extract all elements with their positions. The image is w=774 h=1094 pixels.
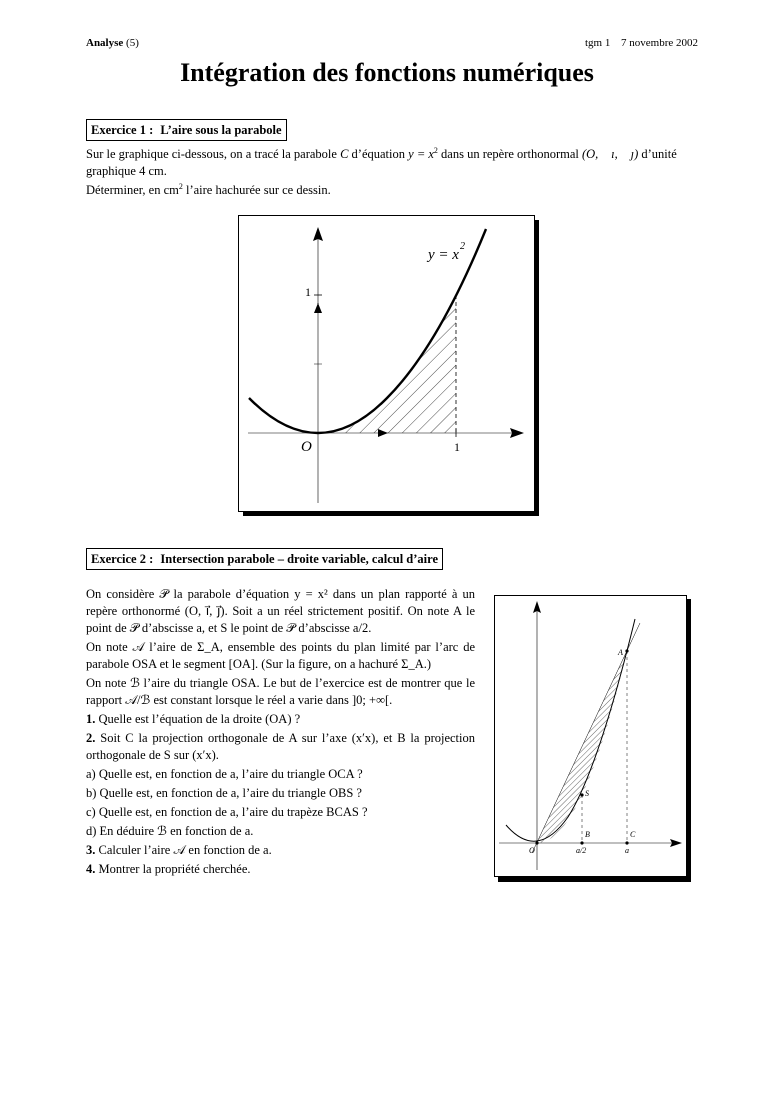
- question-text: c) Quelle est, en fonction de a, l’aire du trapèze BCAS ?: [86, 805, 368, 819]
- exercise2-label: Exercice 2 :: [91, 552, 154, 566]
- graph2-label-O: O: [529, 846, 535, 855]
- question-number: 2.: [86, 731, 96, 745]
- graph2-point-B: [580, 841, 583, 844]
- header-number: (5): [126, 37, 139, 49]
- header-date: 7 novembre 2002: [621, 37, 698, 49]
- exercise1-heading: [86, 119, 287, 141]
- exercise2-statement: [86, 586, 475, 880]
- exercise2-title: Intersection parabole – droite variable, calcul d’aire: [160, 552, 438, 566]
- ex1-text-c: dans un repère orthonormal: [441, 147, 579, 161]
- graph2-label-a: a: [625, 846, 629, 855]
- ex2-question: [86, 861, 475, 878]
- ex2-question: [86, 785, 475, 802]
- ex1-text-unit: graphique 4 cm.: [86, 164, 167, 178]
- question-text: a) Quelle est, en fonction de a, l’aire du triangle OCA ?: [86, 767, 363, 781]
- graph2-point-O: [535, 841, 538, 844]
- ex2-questions: [86, 711, 475, 878]
- ex1-text-d: d’unité: [641, 147, 677, 161]
- ex2-question: [86, 711, 475, 728]
- ex2-paragraph-2: On note 𝒜 l’aire de Σ_A, ensemble des points du plan limité par l’arc de parabole OSA et le segment [OA]. (Sur la figure, on a hachuré Σ_A.): [86, 640, 475, 671]
- exercise2-heading: [86, 548, 443, 570]
- graph1-y-tick-label: 1: [305, 285, 311, 299]
- ex1-text-a: Sur le graphique ci-dessous, on a tracé la parabole: [86, 147, 337, 161]
- graph2-point-C: [625, 841, 628, 844]
- graph1-x-tick-label: 1: [454, 440, 460, 454]
- graph2-label-B: B: [585, 830, 590, 839]
- ex2-paragraph-1: On considère 𝒫 la parabole d’équation y = x² dans un plan rapporté à un repère orthonormé (O, ı⃗, ȷ⃗). Soit a un réel strictement positif. On note A le point de 𝒫 d’abscisse a, et S le point de 𝒫 d’abscisse a/2.: [86, 587, 475, 635]
- question-text: b) Quelle est, en fonction de a, l’aire du triangle OBS ?: [86, 786, 362, 800]
- exercise1-title: L’aire sous la parabole: [160, 123, 282, 137]
- parabola-graph-1: [238, 215, 540, 517]
- ex1-question-b: l’aire hachurée sur ce dessin.: [185, 183, 331, 197]
- ex1-question-a: Déterminer, en cm: [86, 183, 179, 197]
- graph2-label-half-a: a/2: [576, 846, 587, 855]
- ex1-frame: (O, ⃗ı, ⃗ȷ): [581, 147, 639, 161]
- graph1-frame: [239, 216, 535, 512]
- ex2-question: [86, 842, 475, 859]
- question-text: Soit C la projection orthogonale de A sur l’axe (x′x), et B la projection orthogonale de S sur (x′x).: [86, 731, 476, 762]
- ex1-text-b: d’équation: [351, 147, 406, 161]
- ex2-question: [86, 804, 475, 821]
- graph2-point-S: [580, 793, 583, 796]
- graph1-origin-label: O: [301, 439, 312, 455]
- ex1-curve-name: C: [340, 147, 349, 161]
- parabola-graph-2: [494, 595, 692, 883]
- question-text: Montrer la propriété cherchée.: [98, 862, 251, 876]
- ex2-paragraph-3: On note ℬ l’aire du triangle OSA. Le but de l’exercice est de montrer que le rapport 𝒜/ℬ est constant lorsque le réel a varie dans ]0; +∞[.: [86, 676, 475, 707]
- graph2-point-A: [625, 649, 628, 652]
- question-number: 3.: [86, 843, 96, 857]
- question-number: 1.: [86, 712, 96, 726]
- header-class: tgm 1: [585, 37, 611, 49]
- question-number: 4.: [86, 862, 96, 876]
- graph2-label-A: A: [618, 648, 623, 657]
- ex2-question: [86, 730, 475, 764]
- ex1-equation: y = x: [408, 147, 434, 161]
- exercise1-label: Exercice 1 :: [91, 123, 154, 137]
- question-text: Calculer l’aire 𝒜 en fonction de a.: [98, 843, 272, 857]
- graph2-label-C: C: [630, 830, 636, 839]
- question-text: Quelle est l’équation de la droite (OA) ?: [98, 712, 301, 726]
- page-title: Intégration des fonctions numériques: [180, 58, 594, 87]
- ex2-question: [86, 823, 475, 840]
- ex2-question: [86, 766, 475, 783]
- graph1-curve-exponent: 2: [460, 241, 465, 252]
- header-subject: Analyse: [86, 37, 124, 49]
- graph1-curve-label: y = x: [428, 247, 459, 263]
- graph2-label-S: S: [585, 789, 589, 798]
- header-left: [86, 37, 139, 49]
- question-text: d) En déduire ℬ en fonction de a.: [86, 824, 254, 838]
- exercise1-statement: Sur le graphique ci-dessous, on a tracé la parabole C d’équation $y = x^2$ dans un repère orthonormal (O, ⃗ı, ⃗ȷ) d’unité graphique 4 cm. Déterminer, en $cm^2$ l’aire hachurée sur ce dessin.: [86, 146, 693, 199]
